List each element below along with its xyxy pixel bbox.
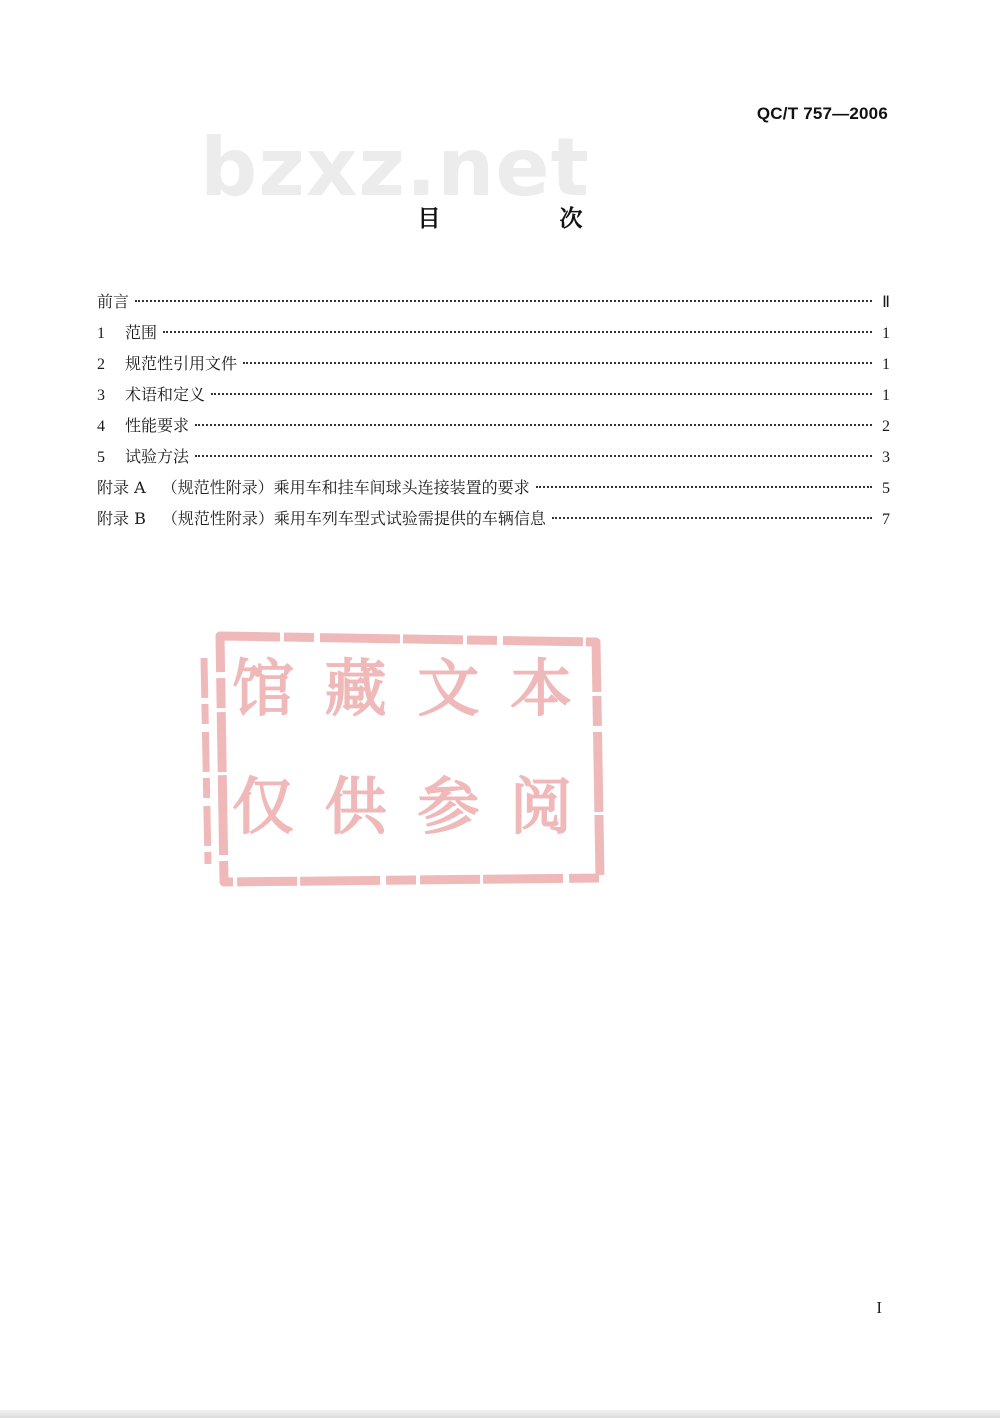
stamp-char: 阅	[509, 770, 572, 843]
table-of-contents	[97, 286, 890, 534]
stamp-char: 参	[417, 770, 480, 843]
toc-entry-label: （规范性附录）乘用车列车型式试验需提供的车辆信息	[161, 509, 546, 528]
toc-entry-performance-requirements[interactable]	[97, 410, 890, 441]
toc-entry-page: Ⅱ	[882, 294, 890, 311]
stamp-char: 馆	[232, 652, 295, 725]
library-stamp	[196, 628, 606, 888]
stamp-char: 供	[324, 770, 387, 843]
dot-leader	[552, 517, 872, 519]
toc-entry-label: 范围	[125, 323, 158, 342]
site-watermark: bzxz.net	[200, 121, 590, 214]
toc-entry-label: 前言	[97, 292, 130, 311]
toc-entry-label: 性能要求	[125, 416, 190, 435]
stamp-line-2	[232, 770, 572, 843]
stamp-char: 文	[417, 652, 480, 725]
page-title: 目 次	[417, 206, 631, 232]
toc-entry-label: 术语和定义	[125, 385, 206, 404]
toc-entry-number: 附录 A	[97, 478, 146, 497]
toc-entry-scope[interactable]	[97, 317, 890, 348]
dot-leader	[536, 486, 872, 488]
toc-entry-page: 1	[882, 356, 890, 373]
toc-entry-page: 5	[882, 480, 890, 497]
toc-entry-number: 附录 B	[97, 509, 146, 528]
toc-entry-number: 4	[97, 418, 105, 435]
toc-entry-page: 1	[882, 387, 890, 404]
toc-entry-number: 2	[97, 356, 105, 373]
toc-entry-label: 试验方法	[125, 447, 190, 466]
stamp-char: 藏	[324, 652, 387, 725]
dot-leader	[195, 455, 872, 457]
dot-leader	[135, 300, 872, 302]
toc-entry-appendix-a[interactable]	[97, 472, 890, 503]
toc-entry-number: 5	[97, 449, 105, 466]
stamp-char: 仅	[232, 770, 295, 843]
dot-leader	[211, 393, 872, 395]
toc-entry-number: 1	[97, 325, 105, 342]
toc-entry-page: 3	[882, 449, 890, 466]
dot-leader	[195, 424, 872, 426]
dot-leader	[163, 331, 872, 333]
dot-leader	[243, 362, 872, 364]
stamp-char: 本	[509, 652, 572, 725]
toc-entry-appendix-b[interactable]	[97, 503, 890, 534]
toc-entry-normative-references[interactable]	[97, 348, 890, 379]
toc-entry-page: 2	[882, 418, 890, 435]
toc-entry-terms-definitions[interactable]	[97, 379, 890, 410]
toc-entry-foreword[interactable]	[97, 286, 890, 317]
toc-entry-label: 规范性引用文件	[125, 354, 238, 373]
page-edge	[0, 1410, 1000, 1418]
toc-entry-label: （规范性附录）乘用车和挂车间球头连接装置的要求	[161, 478, 530, 497]
toc-entry-test-methods[interactable]	[97, 441, 890, 472]
toc-entry-page: 1	[882, 325, 890, 342]
stamp-line-1	[232, 652, 572, 725]
page-number: I	[876, 1298, 882, 1317]
document-code: QC/T 757—2006	[756, 104, 888, 123]
toc-entry-page: 7	[882, 511, 890, 528]
toc-entry-number: 3	[97, 387, 105, 404]
